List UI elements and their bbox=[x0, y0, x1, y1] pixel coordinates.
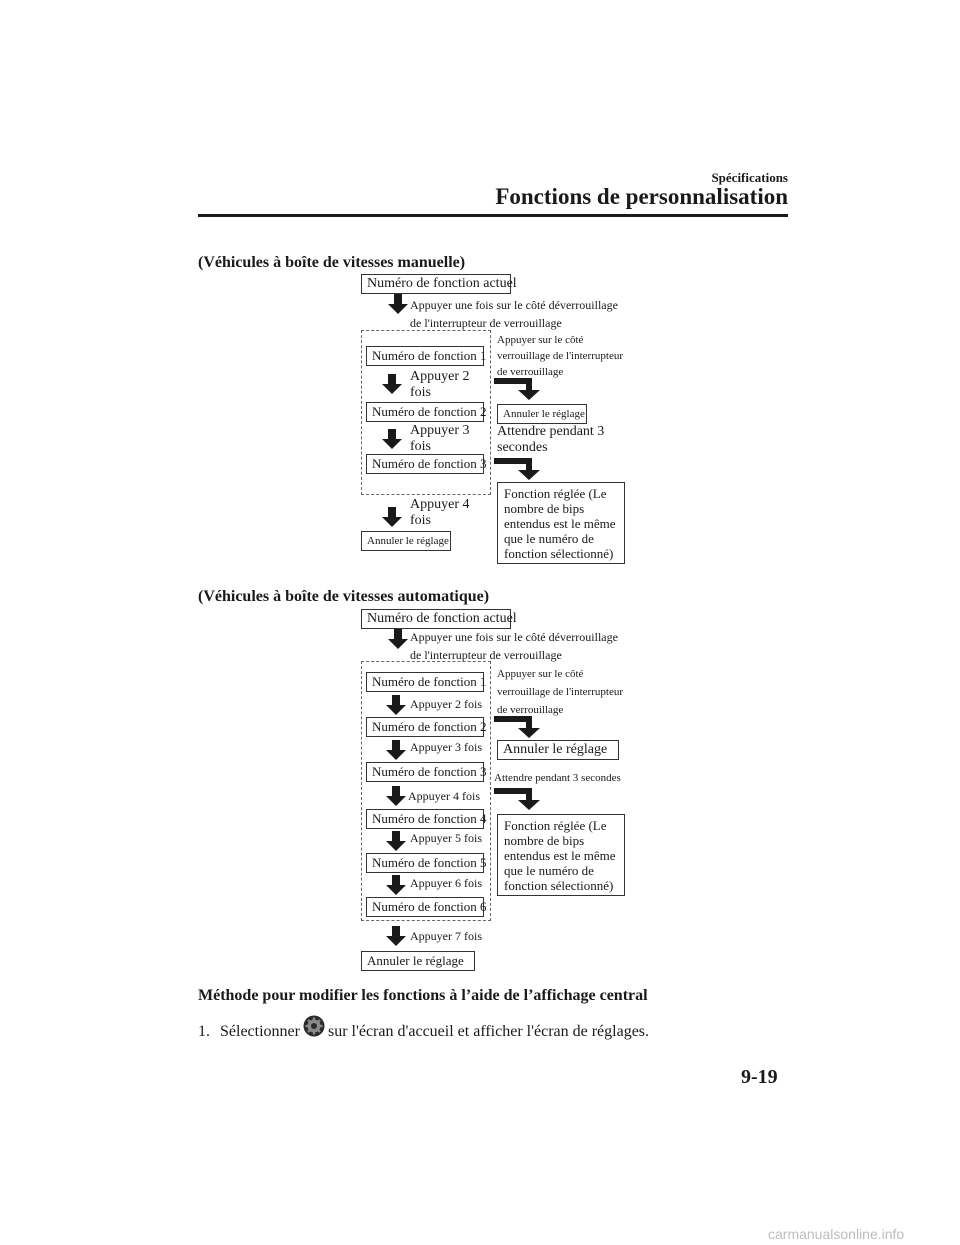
automatic-cancel-bottom: Annuler le réglage bbox=[361, 951, 475, 971]
arrow-down-icon bbox=[388, 629, 408, 649]
section-label: Spécifications bbox=[711, 170, 788, 185]
automatic-press-5: Appuyer 5 fois bbox=[410, 831, 482, 845]
arrow-down-icon bbox=[386, 740, 406, 760]
automatic-press-3: Appuyer 3 fois bbox=[410, 740, 482, 754]
manual-result: Fonction réglée (Le nombre de bips entendus est le même que le numéro de fonction sélectionné) bbox=[497, 482, 625, 564]
method-step-1 bbox=[198, 1021, 649, 1043]
arrow-turn-down-icon bbox=[494, 714, 546, 738]
automatic-heading: (Véhicules à boîte de vitesses automatique) bbox=[198, 588, 490, 605]
page-title: Fonctions de personnalisation bbox=[495, 184, 788, 209]
automatic-function-2: Numéro de fonction 2 bbox=[366, 717, 484, 737]
automatic-press-lock: Appuyer sur le côté verrouillage de l'interrupteur de verrouillage bbox=[497, 668, 623, 716]
step-text-before: Sélectionner bbox=[220, 1023, 300, 1040]
arrow-down-icon bbox=[386, 695, 406, 715]
automatic-press-6: Appuyer 6 fois bbox=[410, 876, 482, 890]
manual-press-unlock: Appuyer une fois sur le côté déverrouillage de l'interrupteur de verrouillage bbox=[410, 298, 618, 330]
arrow-down-icon bbox=[382, 374, 402, 394]
automatic-function-5: Numéro de fonction 5 bbox=[366, 853, 484, 873]
manual-function-1: Numéro de fonction 1 bbox=[366, 346, 484, 366]
manual-wait: Attendre pendant 3 secondes bbox=[497, 424, 605, 455]
settings-icon bbox=[303, 1015, 325, 1037]
step-text-after: sur l'écran d'accueil et afficher l'écran de réglages. bbox=[327, 1023, 650, 1040]
automatic-wait: Attendre pendant 3 secondes bbox=[494, 772, 621, 784]
step-number: 1. bbox=[198, 1023, 210, 1040]
manual-function-3: Numéro de fonction 3 bbox=[366, 454, 484, 474]
manual-press-4: Appuyer 4 fois bbox=[410, 497, 470, 528]
automatic-cancel-right: Annuler le réglage bbox=[497, 740, 619, 760]
arrow-down-icon bbox=[386, 926, 406, 946]
manual-press-lock: Appuyer sur le côté verrouillage de l'interrupteur de verrouillage bbox=[497, 334, 623, 378]
automatic-result: Fonction réglée (Le nombre de bips entendus est le même que le numéro de fonction sélectionné) bbox=[497, 814, 625, 896]
automatic-press-unlock: Appuyer une fois sur le côté déverrouillage de l'interrupteur de verrouillage bbox=[410, 630, 618, 662]
automatic-press-4: Appuyer 4 fois bbox=[408, 789, 480, 803]
arrow-turn-down-icon bbox=[494, 376, 546, 400]
automatic-function-3: Numéro de fonction 3 bbox=[366, 762, 484, 782]
automatic-function-6: Numéro de fonction 6 bbox=[366, 897, 484, 917]
arrow-down-icon bbox=[386, 875, 406, 895]
automatic-function-1: Numéro de fonction 1 bbox=[366, 672, 484, 692]
arrow-down-icon bbox=[382, 507, 402, 527]
watermark: carmanualsonline.info bbox=[768, 1226, 905, 1242]
arrow-down-icon bbox=[386, 786, 406, 806]
arrow-down-icon bbox=[386, 831, 406, 851]
automatic-press-7: Appuyer 7 fois bbox=[410, 929, 482, 943]
manual-current-box: Numéro de fonction actuel bbox=[361, 274, 511, 294]
arrow-down-icon bbox=[388, 294, 408, 314]
manual-press-3: Appuyer 3 fois bbox=[410, 423, 470, 454]
arrow-turn-down-icon bbox=[494, 456, 546, 480]
arrow-turn-down-icon bbox=[494, 786, 546, 810]
manual-cancel-left: Annuler le réglage bbox=[361, 531, 451, 551]
arrow-down-icon bbox=[382, 429, 402, 449]
manual-press-2: Appuyer 2 fois bbox=[410, 369, 470, 400]
manual-function-2: Numéro de fonction 2 bbox=[366, 402, 484, 422]
page-number: 9-19 bbox=[741, 1066, 778, 1088]
automatic-press-2: Appuyer 2 fois bbox=[410, 697, 482, 711]
manual-cancel-right: Annuler le réglage bbox=[497, 404, 587, 424]
method-heading: Méthode pour modifier les fonctions à l’aide de l’affichage central bbox=[198, 987, 648, 1004]
automatic-function-4: Numéro de fonction 4 bbox=[366, 809, 484, 829]
manual-heading: (Véhicules à boîte de vitesses manuelle) bbox=[198, 254, 466, 271]
header-rule bbox=[198, 214, 788, 217]
automatic-current-box: Numéro de fonction actuel bbox=[361, 609, 511, 629]
